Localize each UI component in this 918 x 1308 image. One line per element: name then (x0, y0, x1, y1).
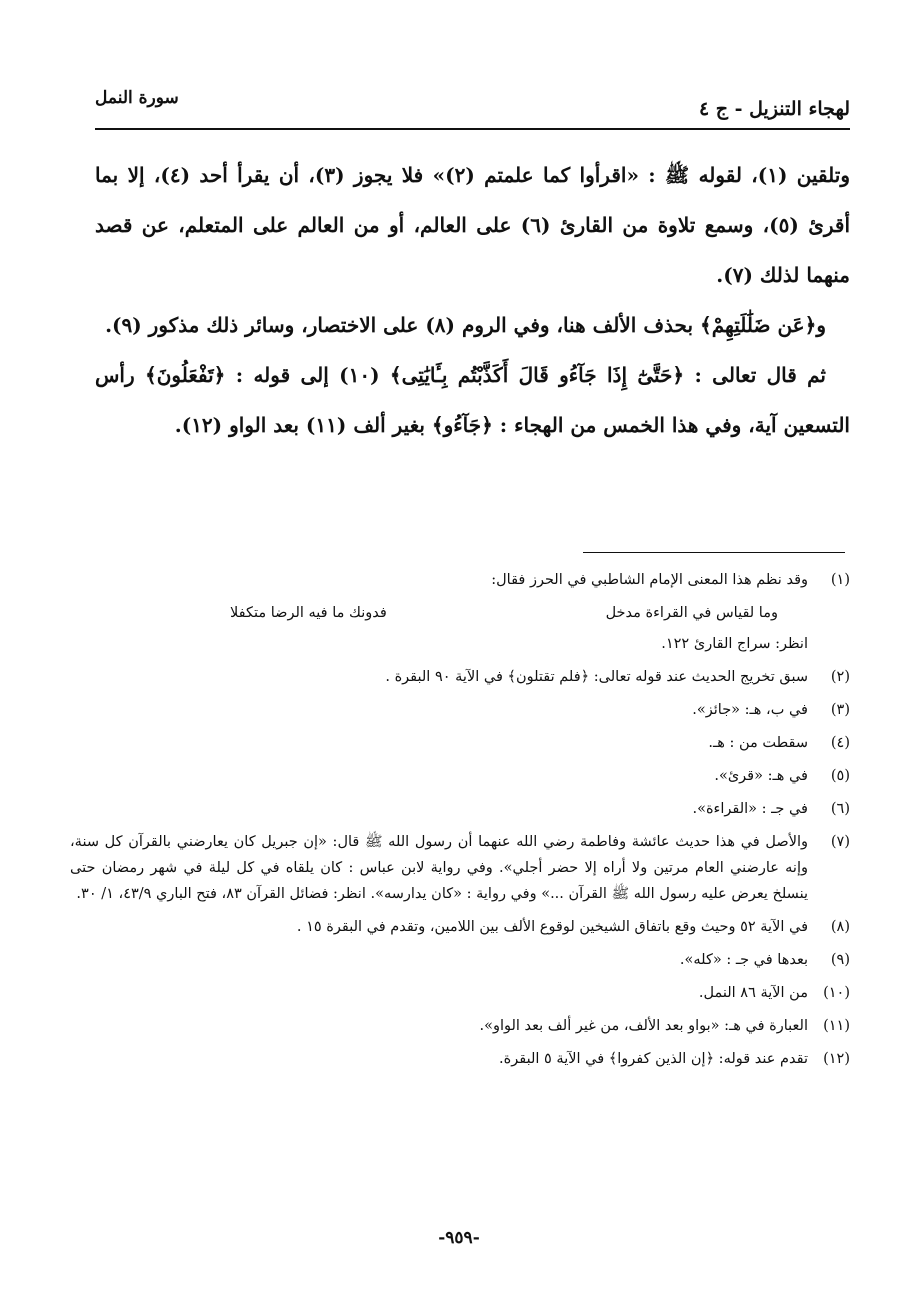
footnote-9 (70, 947, 850, 973)
footnote-1-intro: وقد نظم هذا المعنى الإمام الشاطبي في الحرز فقال: (491, 572, 808, 588)
footnote-text: تقدم عند قوله: ﴿إن الذين كفروا﴾ في الآية ٥ البقرة. (499, 1051, 808, 1067)
paragraph-3: ثم قال تعالى : ﴿حَتَّىٰٓ إِذَا جَآءُو قَالَ أَكَذَّبْتُم بِـَٔايَٰتِى﴾ (١٠) إلى قوله : ﴿تَفْعَلُونَ﴾ رأس التسعين آية، وفي هذا الخمس من الهجاء : ﴿جَآءُو﴾ بغير ألف (١١) بعد الواو (١٢). (95, 363, 850, 437)
footnote-number: (٨) (830, 919, 850, 935)
footnote-4 (70, 730, 850, 756)
footnote-text: سبق تخريج الحديث عند قوله تعالى: ﴿فلم تقتلون﴾ في الآية ٩٠ البقرة . (385, 669, 808, 685)
footnote-6 (70, 796, 850, 822)
footnote-text: في ب، هـ: «جائز». (692, 702, 808, 718)
poem-verse (70, 600, 850, 626)
footnote-text: والأصل في هذا حديث عائشة وفاطمة رضي الله عنهما أن رسول الله ﷺ قال: «إن جبريل كان يعارضني بالقرآن كل سنة، وإنه عارضني العام مرتين ولا أراه إلا حضر أجلي». وفي رواية لابن عباس : كان يلقاه في كل ليلة في شهر رمضان حتى ينسلخ يعرض عليه رسول الله ﷺ القرآن ...» وفي رواية : «كان يدارسه». انظر: فضائل القرآن ٨٣، فتح الباري ٤٣/٩، ١/ ٣٠. (70, 834, 808, 902)
footnote-11 (70, 1013, 850, 1039)
footnote-text: سقطت من : هـ. (708, 735, 808, 751)
footnote-number: (٣) (830, 702, 850, 718)
page-number: -٩٥٩- (438, 1228, 480, 1248)
main-text (95, 150, 850, 450)
footnote-2 (70, 664, 850, 690)
running-header (95, 78, 850, 130)
footnote-text: من الآية ٨٦ النمل. (698, 985, 808, 1001)
footnote-3 (70, 697, 850, 723)
surah-title: سورة النمل (95, 88, 179, 108)
footnote-7 (70, 829, 850, 907)
footnote-number: (٥) (830, 768, 850, 784)
footnote-number: (٧) (830, 834, 850, 850)
footnote-text (70, 567, 808, 593)
footnotes (70, 567, 850, 1079)
footnote-text: في هـ: «قرئ». (714, 768, 808, 784)
footnote-number: (١٠) (823, 985, 850, 1001)
paragraph-2: و﴿عَن ضَلَٰلَتِهِمْ﴾ بحذف الألف هنا، وفي الروم (٨) على الاختصار، وسائر ذلك مذكور (٩). (105, 313, 826, 337)
footnote-number: (٢) (830, 669, 850, 685)
footnote-5 (70, 763, 850, 789)
footnote-1 (70, 567, 850, 593)
verse-first-hemistich: وما لقياس في القراءة مدخل (605, 605, 778, 621)
footnote-text: في الآية ٥٢ وحيث وقع باتفاق الشيخين لوقوع الألف بين اللامين، وتقدم في البقرة ١٥ . (296, 919, 808, 935)
footnote-8 (70, 914, 850, 940)
footnote-10 (70, 980, 850, 1006)
verse-second-hemistich: فدونك ما فيه الرضا متكفلا (230, 605, 387, 621)
footnote-text: في جـ : «القراءة». (692, 801, 808, 817)
book-title: لهجاء التنزيل - ج ٤ (698, 98, 850, 120)
footnote-1-source: انظر: سراج القارئ ١٢٢. (661, 636, 808, 652)
footnote-text: العبارة في هـ: «بواو بعد الألف، من غير ألف بعد الواو». (479, 1018, 808, 1034)
footnote-divider (583, 552, 845, 553)
footnote-text: بعدها في جـ : «كله». (679, 952, 808, 968)
footnote-number: (٦) (830, 801, 850, 817)
footnote-number: (٩) (830, 952, 850, 968)
footnote-12 (70, 1046, 850, 1072)
footnote-number: (٤) (830, 735, 850, 751)
footnote-number: (١) (830, 572, 850, 588)
footnote-number: (١٢) (823, 1051, 850, 1067)
footnote-number: (١١) (823, 1018, 850, 1034)
paragraph-1: وتلقين (١)، لقوله ﷺ : «اقرأوا كما علمتم (٢)» فلا يجوز (٣)، أن يقرأ أحد (٤)، إلا بما أقرئ (٥)، وسمع تلاوة من القارئ (٦) على العالم، أو من العالم على المتعلم، عن قصد منهما لذلك (٧). (95, 163, 850, 287)
